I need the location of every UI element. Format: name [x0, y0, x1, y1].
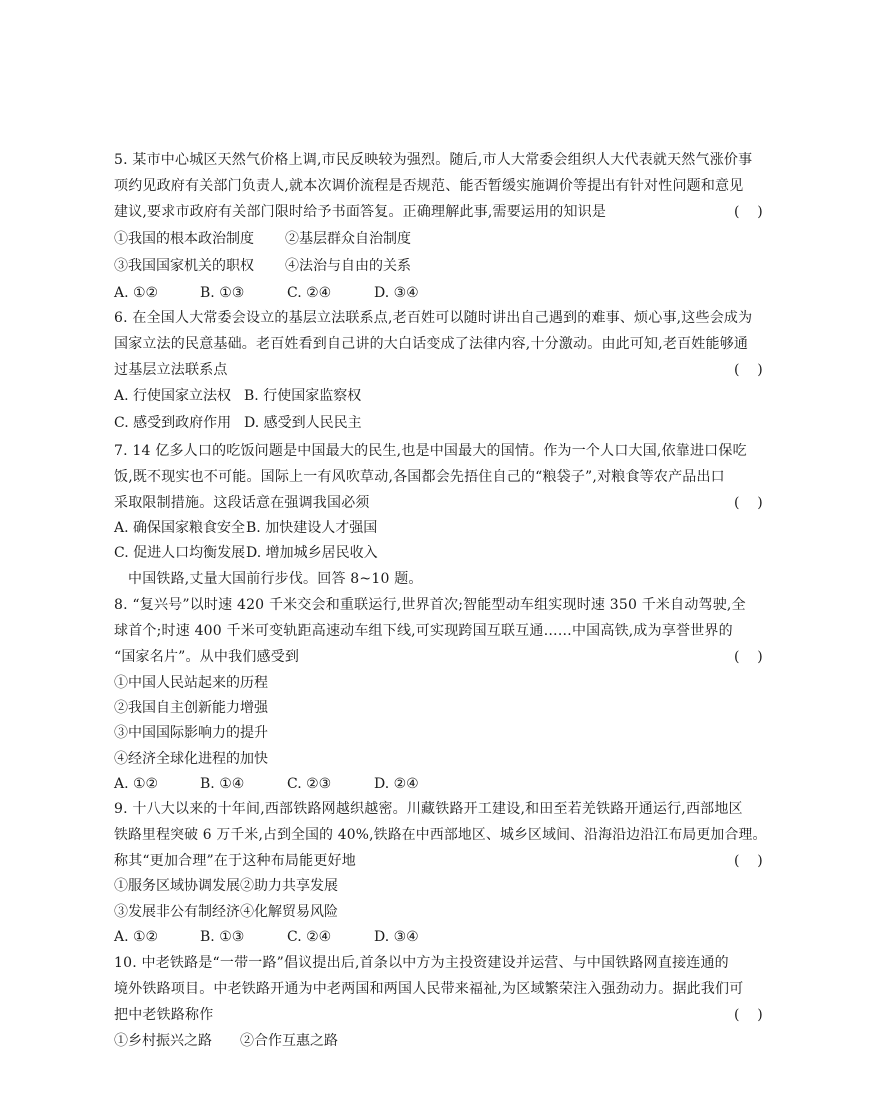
q8-stem-line-2: 球首个;时速 400 千米可变轨距高速动车组下线,可实现跨国互联互通……中国高铁,成为享誉世界的: [114, 623, 733, 639]
q6-choice-c: C. 感受到政府作用: [114, 415, 232, 431]
q9-answer-bracket: ( ): [734, 853, 763, 869]
q7-choice-c: C. 促进人口均衡发展: [114, 545, 246, 561]
q8-item-2: ②我国自主创新能力增强: [114, 700, 268, 716]
q9-items-row-2: ③发展非公有制经济④化解贸易风险: [114, 904, 338, 920]
q5-item-1: ①我国的根本政治制度: [114, 231, 254, 247]
q9-stem-line-3: 称其“更加合理”在于这种布局能更好地: [114, 853, 356, 869]
q6-answer-bracket: ( ): [734, 362, 763, 378]
q5-choice-b: B. ①③: [200, 285, 245, 301]
q5-choice-c: C. ②④: [287, 285, 332, 301]
q8-answer-bracket: ( ): [734, 649, 763, 665]
q9-choice-c: C. ②④: [287, 929, 332, 945]
q8-choice-d: D. ②④: [374, 776, 419, 792]
section-intro: 中国铁路,丈量大国前行步伐。回答 8~10 题。: [128, 571, 423, 587]
q7-choice-a: A. 确保国家粮食安全: [114, 520, 246, 536]
q5-choice-a: A. ①②: [114, 285, 159, 301]
q10-stem-line-1: 10. 中老铁路是“一带一路”倡议提出后,首条以中方为主投资建设并运营、与中国铁路网直接连通的: [114, 955, 729, 971]
q9-stem-line-1: 9. 十八大以来的十年间,西部铁路网越织越密。川藏铁路开工建设,和田至若羌铁路开通运行,西部地区: [114, 801, 743, 817]
q5-stem-line-3: 建议,要求市政府有关部门限时给予书面答复。正确理解此事,需要运用的知识是: [114, 204, 607, 220]
q10-stem-line-3: 把中老铁路称作: [114, 1007, 214, 1023]
q8-stem-line-3: “国家名片”。从中我们感受到: [114, 649, 300, 665]
q7-stem-line-1: 7. 14 亿多人口的吃饭问题是中国最大的民生,也是中国最大的国情。作为一个人口大国,依靠进口保吃: [114, 443, 747, 459]
q7-stem-line-2: 饭,既不现实也不可能。国际上一有风吹草动,各国都会先捂住自己的“粮袋子”,对粮食等农产品出口: [114, 469, 725, 485]
q10-item-2: ②合作互惠之路: [240, 1033, 338, 1049]
q5-stem-line-1: 5. 某市中心城区天然气价格上调,市民反映较为强烈。随后,市人大常委会组织人大代表就天然气涨价事: [114, 152, 753, 168]
q9-stem-line-2: 铁路里程突破 6 万千米,占到全国的 40%,铁路在中西部地区、城乡区域间、沿海沿边沿江布局更加合理。: [114, 827, 767, 843]
q10-answer-bracket: ( ): [734, 1007, 763, 1023]
q7-choice-b: B. 加快建设人才强国: [246, 520, 378, 536]
q8-item-3: ③中国国际影响力的提升: [114, 725, 268, 741]
q8-item-4: ④经济全球化进程的加快: [114, 751, 268, 767]
q9-choice-d: D. ③④: [374, 929, 419, 945]
q9-choice-a: A. ①②: [114, 929, 159, 945]
q5-answer-bracket: ( ): [734, 204, 763, 220]
q6-stem-line-2: 国家立法的民意基础。老百姓看到自己讲的大白话变成了法律内容,十分激动。由此可知,老百姓能够通: [114, 336, 749, 352]
q7-choice-d: D. 增加城乡居民收入: [246, 545, 378, 561]
q6-stem-line-3: 过基层立法联系点: [114, 362, 228, 378]
q8-item-1: ①中国人民站起来的历程: [114, 675, 268, 691]
q7-answer-bracket: ( ): [734, 495, 763, 511]
q5-item-3: ③我国国家机关的职权: [114, 258, 254, 274]
q7-stem-line-3: 采取限制措施。这段话意在强调我国必须: [114, 495, 370, 511]
q10-item-1: ①乡村振兴之路: [114, 1033, 212, 1049]
q8-stem-line-1: 8. “复兴号”以时速 420 千米交会和重联运行,世界首次;智能型动车组实现时速 350 千米自动驾驶,全: [114, 597, 746, 613]
q6-choice-d: D. 感受到人民民主: [244, 415, 362, 431]
q5-choice-d: D. ③④: [374, 285, 419, 301]
q9-items-row-1: ①服务区域协调发展②助力共享发展: [114, 878, 338, 894]
q8-choice-a: A. ①②: [114, 776, 159, 792]
q6-choice-b: B. 行使国家监察权: [244, 388, 362, 404]
q10-stem-line-2: 境外铁路项目。中老铁路开通为中老两国和两国人民带来福祉,为区域繁荣注入强劲动力。据此我们可: [114, 981, 744, 997]
q5-item-4: ④法治与自由的关系: [285, 258, 411, 274]
q8-choice-b: B. ①④: [200, 776, 245, 792]
q9-choice-b: B. ①③: [200, 929, 245, 945]
q5-stem-line-2: 项约见政府有关部门负责人,就本次调价流程是否规范、能否暂缓实施调价等提出有针对性问题和意见: [114, 178, 744, 194]
q5-item-2: ②基层群众自治制度: [285, 231, 411, 247]
q6-choice-a: A. 行使国家立法权: [114, 388, 232, 404]
q8-choice-c: C. ②③: [287, 776, 332, 792]
q6-stem-line-1: 6. 在全国人大常委会设立的基层立法联系点,老百姓可以随时讲出自己遇到的难事、烦心事,这些会成为: [114, 310, 753, 326]
